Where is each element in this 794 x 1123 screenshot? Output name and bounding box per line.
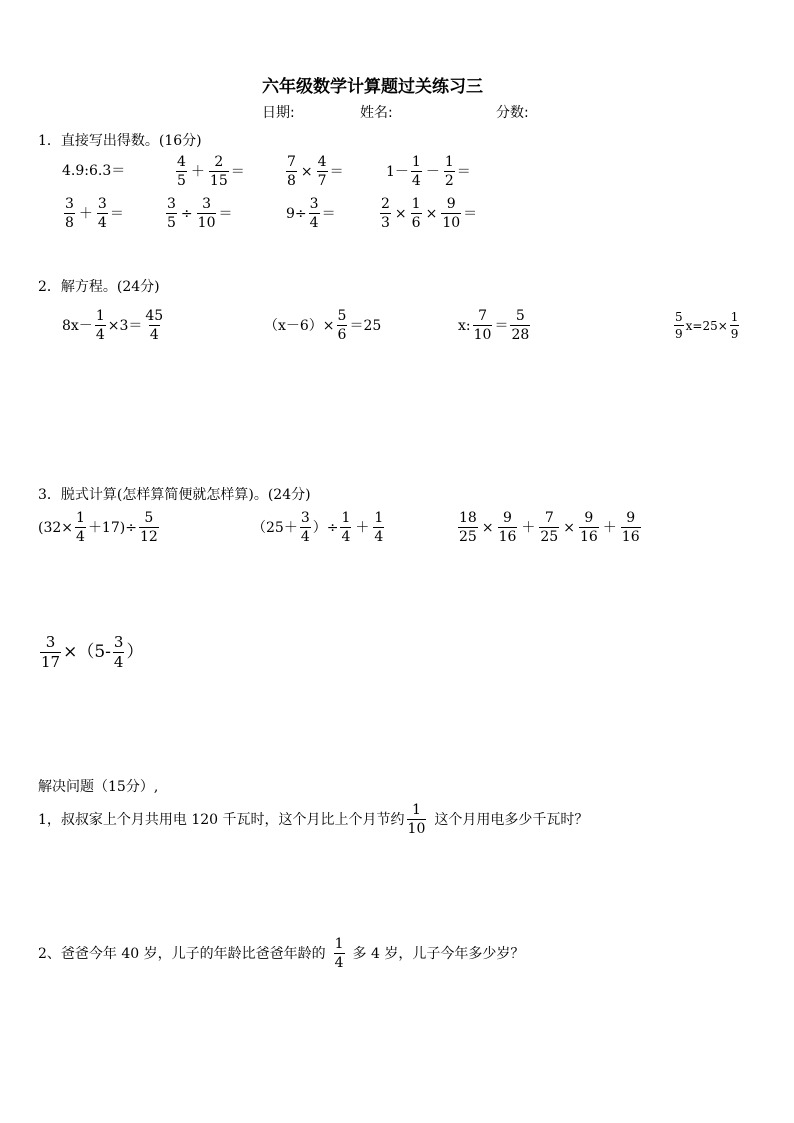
s2-equation-4: $\frac{5}{9}$ x=25× $\frac{1}{9}$ <box>675 310 739 341</box>
score-label: 分数: <box>496 105 529 121</box>
section3-heading: 3．脱式计算(怎样算简便就怎样算)。(24分) <box>38 487 311 503</box>
fraction: $\frac{3}{17}$ <box>41 633 61 671</box>
fraction: $\frac{9}{16}$ <box>621 510 640 545</box>
section4-heading: 解决问题（15分）, <box>38 779 159 795</box>
fraction: $\frac{2}{15}$ <box>209 154 228 189</box>
fraction: $\frac{3}{4}$ <box>309 196 319 231</box>
s2-equation-1: 8x－ $\frac{1}{4}$ ×3＝ $\frac{45}{4}$ <box>62 308 164 343</box>
problem-1: 1，叔叔家上个月共用电 120 千瓦时，这个月比上个月节约 $\frac{1}{10}$ 这个月用电多少千瓦时？ <box>38 802 589 837</box>
fraction: $\frac{1}{4}$ <box>341 510 351 545</box>
s2-equation-2: （x－6）× $\frac{5}{6}$ ＝25 <box>264 308 382 343</box>
fraction: $\frac{3}{4}$ <box>300 510 310 545</box>
fraction: $\frac{1}{2}$ <box>444 154 454 189</box>
s1-expr-3: $\frac{7}{8}$ × $\frac{4}{7}$ ＝ <box>287 154 344 189</box>
problem-2: 2、爸爸今年 40 岁，儿子的年龄比爸爸年龄的 $\frac{1}{4}$ 多 4 岁，儿子今年多少岁？ <box>38 936 525 971</box>
fraction: $\frac{3}{4}$ <box>97 196 107 231</box>
s3-expr-1: (32× $\frac{1}{4}$ ＋17)÷ $\frac{5}{12}$ <box>38 510 158 545</box>
fraction: $\frac{5}{28}$ <box>511 308 530 343</box>
fraction: $\frac{1}{4}$ <box>334 936 344 971</box>
s1-expr-5: $\frac{3}{8}$ ＋ $\frac{3}{4}$ ＝ <box>65 196 124 231</box>
s3-expr-3: $\frac{18}{25}$ × $\frac{9}{16}$ ＋ $\frac{7}{25}$ × $\frac{9}{16}$ ＋ $\frac{9}{16}$ <box>459 510 640 545</box>
fraction: $\frac{9}{16}$ <box>579 510 598 545</box>
s3-expr-2: （25＋ $\frac{3}{4}$ ）÷ $\frac{1}{4}$ ＋ $\frac{1}{4}$ <box>252 510 384 545</box>
fraction: $\frac{1}{4}$ <box>76 510 85 545</box>
s1-expr-8: $\frac{2}{3}$ × $\frac{1}{6}$ × $\frac{9}{10}$ ＝ <box>381 196 478 231</box>
fraction: $\frac{1}{4}$ <box>95 308 105 343</box>
fraction: $\frac{1}{6}$ <box>411 196 421 231</box>
fraction: $\frac{3}{4}$ <box>113 633 124 671</box>
fraction: $\frac{3}{8}$ <box>65 196 74 231</box>
fraction: $\frac{45}{4}$ <box>145 308 164 343</box>
fraction: $\frac{18}{25}$ <box>459 510 477 545</box>
fraction: $\frac{7}{10}$ <box>473 308 492 343</box>
fraction: $\frac{4}{5}$ <box>177 154 186 189</box>
fraction: $\frac{5}{9}$ <box>675 310 683 341</box>
s1-e1-text: 4.9:6.3＝ <box>62 163 126 179</box>
fraction: $\frac{7}{25}$ <box>540 510 559 545</box>
fraction: $\frac{1}{4}$ <box>411 154 421 189</box>
fraction: $\frac{5}{6}$ <box>337 308 347 343</box>
s1-expr-2: $\frac{4}{5}$ ＋ $\frac{2}{15}$ ＝ <box>177 154 245 189</box>
fraction: $\frac{1}{4}$ <box>374 510 384 545</box>
fraction: $\frac{9}{10}$ <box>442 196 461 231</box>
fraction: $\frac{3}{10}$ <box>197 196 216 231</box>
s1-expr-7: 9÷ $\frac{3}{4}$ ＝ <box>286 196 336 231</box>
fraction: $\frac{1}{10}$ <box>407 802 426 837</box>
s1-expr-4: 1－ $\frac{1}{4}$ － $\frac{1}{2}$ ＝ <box>386 154 471 189</box>
fraction: $\frac{2}{3}$ <box>381 196 390 231</box>
fraction: $\frac{1}{9}$ <box>730 310 739 341</box>
s1-expr-6: $\frac{3}{5}$ ÷ $\frac{3}{10}$ ＝ <box>167 196 233 231</box>
s3-expr-4: $\frac{3}{17}$ ×（5- $\frac{3}{4}$ ） <box>41 633 144 671</box>
page-title: 六年级数学计算题过关练习三 <box>262 77 483 97</box>
s2-equation-3: x: $\frac{7}{10}$ ＝ $\frac{5}{28}$ <box>458 308 530 343</box>
fraction: $\frac{4}{7}$ <box>317 154 327 189</box>
name-label: 姓名: <box>360 105 393 121</box>
fraction: $\frac{7}{8}$ <box>287 154 296 189</box>
fraction: $\frac{9}{16}$ <box>498 510 517 545</box>
date-label: 日期: <box>262 105 295 121</box>
section1-heading: 1．直接写出得数。(16分) <box>38 133 202 149</box>
section2-heading: 2．解方程。(24分) <box>38 279 160 295</box>
fraction: $\frac{5}{12}$ <box>139 510 158 545</box>
fraction: $\frac{3}{5}$ <box>167 196 176 231</box>
s1-expr-1 <box>62 164 125 178</box>
